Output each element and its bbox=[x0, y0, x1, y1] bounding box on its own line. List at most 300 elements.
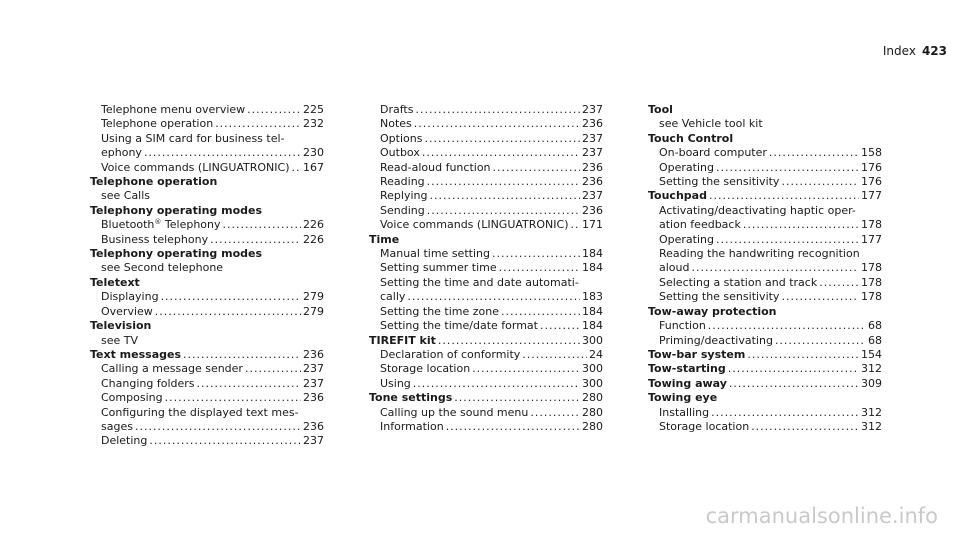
page-reference: 226 bbox=[303, 218, 324, 232]
index-line bbox=[659, 247, 882, 261]
entry-text-part: Setting summer time bbox=[380, 261, 497, 275]
index-subentry bbox=[369, 132, 603, 146]
registered-mark: ® bbox=[154, 218, 162, 227]
entry-text bbox=[380, 420, 444, 434]
entry-text bbox=[648, 189, 707, 203]
dot-leader bbox=[424, 132, 580, 146]
entry-text bbox=[380, 117, 412, 131]
page-reference: 237 bbox=[303, 434, 324, 448]
index-subentry bbox=[369, 146, 603, 160]
index-heading bbox=[648, 189, 882, 203]
entry-text-part: Touchpad bbox=[648, 189, 707, 203]
entry-text-part: Calling a message sender bbox=[101, 362, 243, 376]
entry-text-part: Telephone operation bbox=[90, 175, 218, 189]
index-subentry bbox=[648, 420, 882, 434]
index-line bbox=[101, 362, 324, 376]
page-reference: 68 bbox=[868, 319, 882, 333]
entry-text bbox=[648, 377, 727, 391]
entry-text-part: Priming/deactivating bbox=[659, 333, 773, 347]
index-line bbox=[101, 334, 324, 348]
dot-leader bbox=[149, 434, 301, 448]
entry-text bbox=[380, 348, 520, 362]
page-reference: 184 bbox=[582, 261, 603, 275]
entry-text bbox=[659, 247, 860, 261]
page-reference: 178 bbox=[861, 275, 882, 289]
index-line bbox=[380, 377, 603, 391]
entry-text-part: Setting the sensitivity bbox=[659, 175, 780, 189]
index-line bbox=[101, 290, 324, 304]
index-subentry bbox=[648, 146, 882, 160]
entry-text-part: Telephony operating modes bbox=[90, 247, 263, 261]
index-line bbox=[90, 319, 324, 333]
index-heading bbox=[90, 276, 324, 290]
index-line bbox=[101, 189, 324, 203]
index-line bbox=[380, 348, 603, 362]
page-number: 423 bbox=[921, 44, 947, 58]
page-reference: 236 bbox=[582, 203, 603, 217]
index-line bbox=[380, 117, 603, 131]
dot-leader bbox=[223, 218, 301, 232]
page-reference: 237 bbox=[582, 146, 603, 160]
entry-text-part: Business telephony bbox=[101, 232, 209, 246]
index-line bbox=[659, 218, 882, 232]
dot-leader bbox=[769, 146, 859, 160]
index-heading bbox=[648, 132, 882, 146]
entry-text bbox=[380, 305, 499, 319]
page-reference: 236 bbox=[582, 175, 603, 189]
dot-leader bbox=[415, 103, 580, 117]
index-line bbox=[380, 103, 603, 117]
dot-leader bbox=[165, 391, 301, 405]
entry-text bbox=[380, 132, 422, 146]
index-subentry bbox=[90, 132, 324, 161]
page-reference: 312 bbox=[861, 405, 882, 419]
entry-text-part: see TV bbox=[101, 333, 139, 347]
entry-text-part: Telephone operation bbox=[101, 117, 214, 131]
index-line bbox=[101, 161, 324, 175]
entry-text bbox=[380, 161, 491, 175]
index-line bbox=[380, 261, 603, 275]
index-line bbox=[648, 305, 882, 319]
entry-text-part: Selecting a station and track bbox=[659, 275, 818, 289]
index-line bbox=[659, 406, 882, 420]
page-reference: 237 bbox=[303, 362, 324, 376]
index-line bbox=[369, 233, 603, 247]
page-reference: 237 bbox=[303, 376, 324, 390]
page-reference: 184 bbox=[582, 319, 603, 333]
page-reference: 237 bbox=[582, 189, 603, 203]
entry-text bbox=[101, 261, 223, 275]
page-reference: 24 bbox=[589, 347, 603, 361]
entry-text-part: Notes bbox=[380, 117, 412, 131]
index-line bbox=[101, 406, 324, 420]
dot-leader bbox=[492, 247, 580, 261]
entry-text bbox=[659, 233, 714, 247]
page-reference: 237 bbox=[582, 103, 603, 116]
page-reference: 312 bbox=[861, 362, 882, 376]
entry-text-part: Manual time setting bbox=[380, 247, 490, 261]
dot-leader bbox=[781, 175, 859, 189]
index-line bbox=[648, 348, 882, 362]
dot-leader bbox=[747, 348, 859, 362]
index-heading bbox=[369, 233, 603, 247]
entry-text-part: Changing folders bbox=[101, 376, 195, 390]
dot-leader bbox=[135, 420, 301, 434]
entry-text-part: Declaration of conformity bbox=[380, 347, 521, 361]
entry-text bbox=[90, 276, 140, 290]
index-line bbox=[101, 261, 324, 275]
index-line bbox=[101, 420, 324, 434]
entry-text bbox=[648, 132, 733, 146]
entry-text bbox=[101, 146, 142, 160]
page-reference: 300 bbox=[582, 333, 603, 347]
entry-text-part: Touch Control bbox=[648, 131, 734, 145]
page-reference: 280 bbox=[582, 391, 603, 405]
index-subentry bbox=[90, 391, 324, 405]
entry-text bbox=[101, 290, 159, 304]
entry-text bbox=[659, 218, 741, 232]
entry-text bbox=[380, 290, 405, 304]
entry-text-part: Teletext bbox=[90, 275, 140, 289]
entry-text bbox=[90, 247, 262, 261]
entry-text bbox=[659, 161, 714, 175]
entry-text bbox=[101, 161, 290, 175]
dot-leader bbox=[540, 319, 580, 333]
index-line bbox=[101, 233, 324, 247]
index-line bbox=[101, 117, 324, 131]
index-subentry bbox=[369, 161, 603, 175]
entry-text bbox=[659, 319, 706, 333]
entry-text-part: Drafts bbox=[380, 103, 414, 116]
index-line bbox=[90, 247, 324, 261]
dot-leader bbox=[708, 319, 866, 333]
index-subentry bbox=[648, 406, 882, 420]
entry-text-part: Using bbox=[380, 376, 411, 390]
dot-leader bbox=[743, 218, 859, 232]
entry-text-part: Configuring the displayed text mes- bbox=[101, 405, 299, 419]
dot-leader bbox=[407, 290, 580, 304]
index-line bbox=[648, 362, 882, 376]
dot-leader bbox=[775, 334, 866, 348]
index-line bbox=[101, 434, 324, 448]
page-reference: 177 bbox=[861, 232, 882, 246]
index-subentry bbox=[369, 377, 603, 391]
entry-text bbox=[101, 334, 138, 348]
entry-text bbox=[101, 420, 133, 434]
index-line bbox=[380, 362, 603, 376]
entry-text bbox=[648, 391, 717, 405]
page-reference: 184 bbox=[582, 247, 603, 261]
index-line bbox=[101, 218, 324, 232]
page-reference: 236 bbox=[582, 117, 603, 131]
dot-leader bbox=[571, 218, 580, 232]
entry-text bbox=[101, 132, 285, 146]
entry-text-part: Setting the time and date automati- bbox=[380, 275, 579, 289]
index-subentry bbox=[90, 406, 324, 435]
entry-text-part: ephony bbox=[101, 146, 142, 160]
index-subentry bbox=[648, 276, 882, 290]
index-subentry bbox=[369, 348, 603, 362]
entry-text bbox=[101, 103, 245, 117]
entry-text-part: sages bbox=[101, 419, 133, 433]
index-line bbox=[648, 103, 882, 117]
index-subentry bbox=[369, 247, 603, 261]
entry-text-part: Setting the sensitivity bbox=[659, 290, 780, 304]
entry-text bbox=[90, 348, 181, 362]
entry-text-part: aloud bbox=[659, 261, 690, 275]
index-subentry bbox=[90, 377, 324, 391]
entry-text bbox=[648, 305, 777, 319]
entry-text-part: see Second telephone bbox=[101, 261, 224, 275]
entry-text bbox=[90, 175, 217, 189]
index-line bbox=[101, 132, 324, 146]
entry-text bbox=[380, 276, 579, 290]
entry-text bbox=[101, 218, 221, 232]
index-subentry bbox=[648, 161, 882, 175]
dot-leader bbox=[247, 103, 301, 117]
dot-leader bbox=[711, 406, 859, 420]
entry-text-part: On-board computer bbox=[659, 146, 767, 160]
entry-text bbox=[380, 189, 427, 203]
entry-text-part: Tow-away protection bbox=[648, 304, 777, 318]
index-subentry bbox=[648, 204, 882, 233]
index-line bbox=[659, 175, 882, 189]
header-label: Index bbox=[882, 44, 916, 58]
index-subentry bbox=[90, 290, 324, 304]
page-reference: 226 bbox=[303, 232, 324, 246]
entry-text bbox=[380, 247, 490, 261]
page-reference: 176 bbox=[861, 160, 882, 174]
entry-text-part: Telephony operating modes bbox=[90, 203, 263, 217]
page-reference: 300 bbox=[582, 376, 603, 390]
dot-leader bbox=[819, 276, 859, 290]
index-line bbox=[369, 334, 603, 348]
index-subentry bbox=[369, 305, 603, 319]
index-line bbox=[101, 146, 324, 160]
index-line bbox=[380, 276, 603, 290]
entry-text bbox=[101, 434, 147, 448]
entry-text-part: Reading the handwriting recognition bbox=[659, 247, 860, 261]
entry-text-part: Time bbox=[369, 232, 400, 246]
entry-text-part: Operating bbox=[659, 160, 714, 174]
page-reference: 280 bbox=[582, 405, 603, 419]
index-line bbox=[101, 377, 324, 391]
entry-text-part: Setting the time zone bbox=[380, 304, 500, 318]
index-line bbox=[648, 377, 882, 391]
index-line bbox=[380, 146, 603, 160]
index-line bbox=[90, 204, 324, 218]
index-line bbox=[380, 189, 603, 203]
dot-leader bbox=[414, 117, 580, 131]
dot-leader bbox=[215, 117, 301, 131]
dot-leader bbox=[501, 305, 580, 319]
index-line bbox=[90, 175, 324, 189]
index-heading bbox=[648, 391, 882, 405]
page-reference: 279 bbox=[303, 290, 324, 304]
index-subentry bbox=[369, 218, 603, 232]
page-reference: 230 bbox=[303, 146, 324, 160]
index-subentry bbox=[648, 117, 882, 131]
entry-text bbox=[101, 391, 163, 405]
dot-leader bbox=[429, 189, 580, 203]
entry-text bbox=[101, 362, 243, 376]
page-reference: 184 bbox=[582, 304, 603, 318]
page-reference: 176 bbox=[861, 175, 882, 189]
watermark: carmanualsonline.info bbox=[705, 504, 938, 528]
index-subentry bbox=[90, 117, 324, 131]
index-heading bbox=[648, 305, 882, 319]
index-line bbox=[380, 247, 603, 261]
index-line bbox=[659, 204, 882, 218]
entry-text-part: Setting the time/date format bbox=[380, 319, 538, 333]
index-line bbox=[380, 420, 603, 434]
entry-text bbox=[101, 377, 195, 391]
index-subentry bbox=[369, 362, 603, 376]
entry-text bbox=[659, 261, 689, 275]
dot-leader bbox=[427, 204, 580, 218]
index-line bbox=[659, 290, 882, 304]
index-line bbox=[369, 391, 603, 405]
index-subentry bbox=[369, 276, 603, 305]
index-subentry bbox=[648, 319, 882, 333]
entry-text-part: Towing eye bbox=[648, 391, 718, 405]
entry-text-part: Installing bbox=[659, 405, 710, 419]
dot-leader bbox=[210, 233, 301, 247]
index-line bbox=[380, 132, 603, 146]
index-line bbox=[101, 391, 324, 405]
entry-text bbox=[659, 276, 817, 290]
page-reference: 158 bbox=[861, 146, 882, 160]
entry-text bbox=[659, 420, 749, 434]
index-line bbox=[659, 161, 882, 175]
index-column-3 bbox=[648, 103, 882, 434]
page-reference: 237 bbox=[582, 131, 603, 145]
entry-text-part: Telephony bbox=[161, 218, 221, 232]
entry-text bbox=[380, 377, 411, 391]
page-reference: 279 bbox=[303, 304, 324, 318]
entry-text-part: Tone settings bbox=[369, 391, 453, 405]
entry-text-part: Displaying bbox=[101, 290, 159, 304]
index-line bbox=[648, 189, 882, 203]
index-line bbox=[380, 161, 603, 175]
index-subentry bbox=[90, 189, 324, 203]
page-reference: 309 bbox=[861, 376, 882, 390]
index-subentry bbox=[369, 406, 603, 420]
entry-text bbox=[380, 406, 528, 420]
entry-text-part: Options bbox=[380, 131, 423, 145]
dot-leader bbox=[729, 377, 859, 391]
index-line bbox=[659, 233, 882, 247]
entry-text-part: Overview bbox=[101, 304, 153, 318]
index-subentry bbox=[648, 247, 882, 276]
dot-leader bbox=[728, 362, 859, 376]
index-line bbox=[380, 175, 603, 189]
entry-text bbox=[648, 362, 726, 376]
index-subentry bbox=[369, 117, 603, 131]
dot-leader bbox=[716, 161, 859, 175]
index-subentry bbox=[90, 334, 324, 348]
index-line bbox=[659, 117, 882, 131]
dot-leader bbox=[197, 377, 301, 391]
entry-text-part: Voice commands (LINGUATRONIC) bbox=[380, 218, 569, 232]
index-subentry bbox=[369, 420, 603, 434]
dot-leader bbox=[413, 377, 580, 391]
index-line bbox=[659, 334, 882, 348]
index-line bbox=[380, 319, 603, 333]
index-subentry bbox=[90, 218, 324, 232]
index-subentry bbox=[90, 233, 324, 247]
entry-text-part: Using a SIM card for business tel- bbox=[101, 131, 285, 145]
page-reference: 236 bbox=[582, 160, 603, 174]
index-heading bbox=[369, 391, 603, 405]
dot-leader bbox=[522, 348, 587, 362]
page-reference: 236 bbox=[303, 419, 324, 433]
index-heading bbox=[90, 348, 324, 362]
page-reference: 312 bbox=[861, 419, 882, 433]
entry-text bbox=[380, 103, 413, 117]
entry-text-part: Tow-starting bbox=[648, 362, 726, 376]
entry-text bbox=[659, 146, 767, 160]
index-column-2 bbox=[369, 103, 603, 434]
index-line bbox=[101, 103, 324, 117]
index-subentry bbox=[90, 305, 324, 319]
index-line bbox=[659, 146, 882, 160]
index-line bbox=[90, 276, 324, 290]
entry-text bbox=[90, 204, 262, 218]
entry-text-part: Text messages bbox=[90, 347, 182, 361]
page-reference: 225 bbox=[303, 103, 324, 116]
page-reference: 177 bbox=[861, 189, 882, 203]
entry-text bbox=[659, 175, 779, 189]
entry-text-part: Composing bbox=[101, 391, 163, 405]
entry-text bbox=[101, 406, 299, 420]
dot-leader bbox=[493, 161, 580, 175]
page-reference: 154 bbox=[861, 347, 882, 361]
entry-text bbox=[101, 117, 213, 131]
index-subentry bbox=[648, 334, 882, 348]
index-subentry bbox=[648, 175, 882, 189]
entry-text bbox=[380, 218, 569, 232]
entry-text bbox=[90, 319, 151, 333]
page-reference: 178 bbox=[861, 218, 882, 232]
index-line bbox=[659, 276, 882, 290]
index-subentry bbox=[648, 233, 882, 247]
entry-text-part: Reading bbox=[380, 175, 425, 189]
entry-text bbox=[659, 290, 779, 304]
dot-leader bbox=[691, 261, 859, 275]
index-column-1 bbox=[90, 103, 324, 449]
index-line bbox=[101, 305, 324, 319]
index-heading bbox=[90, 204, 324, 218]
dot-leader bbox=[427, 175, 580, 189]
entry-text-part: Storage location bbox=[380, 362, 471, 376]
index-line bbox=[380, 218, 603, 232]
dot-leader bbox=[499, 261, 580, 275]
dot-leader bbox=[446, 420, 580, 434]
entry-text-part: Sending bbox=[380, 203, 425, 217]
entry-text-part: Information bbox=[380, 419, 444, 433]
dot-leader bbox=[472, 362, 580, 376]
entry-text-part: cally bbox=[380, 290, 406, 304]
entry-text bbox=[369, 391, 452, 405]
page-header bbox=[883, 44, 947, 58]
entry-text bbox=[659, 204, 856, 218]
index-subentry bbox=[90, 161, 324, 175]
page-reference: 236 bbox=[303, 347, 324, 361]
page-reference: 68 bbox=[868, 333, 882, 347]
entry-text-part: Operating bbox=[659, 232, 714, 246]
dot-leader bbox=[161, 290, 301, 304]
